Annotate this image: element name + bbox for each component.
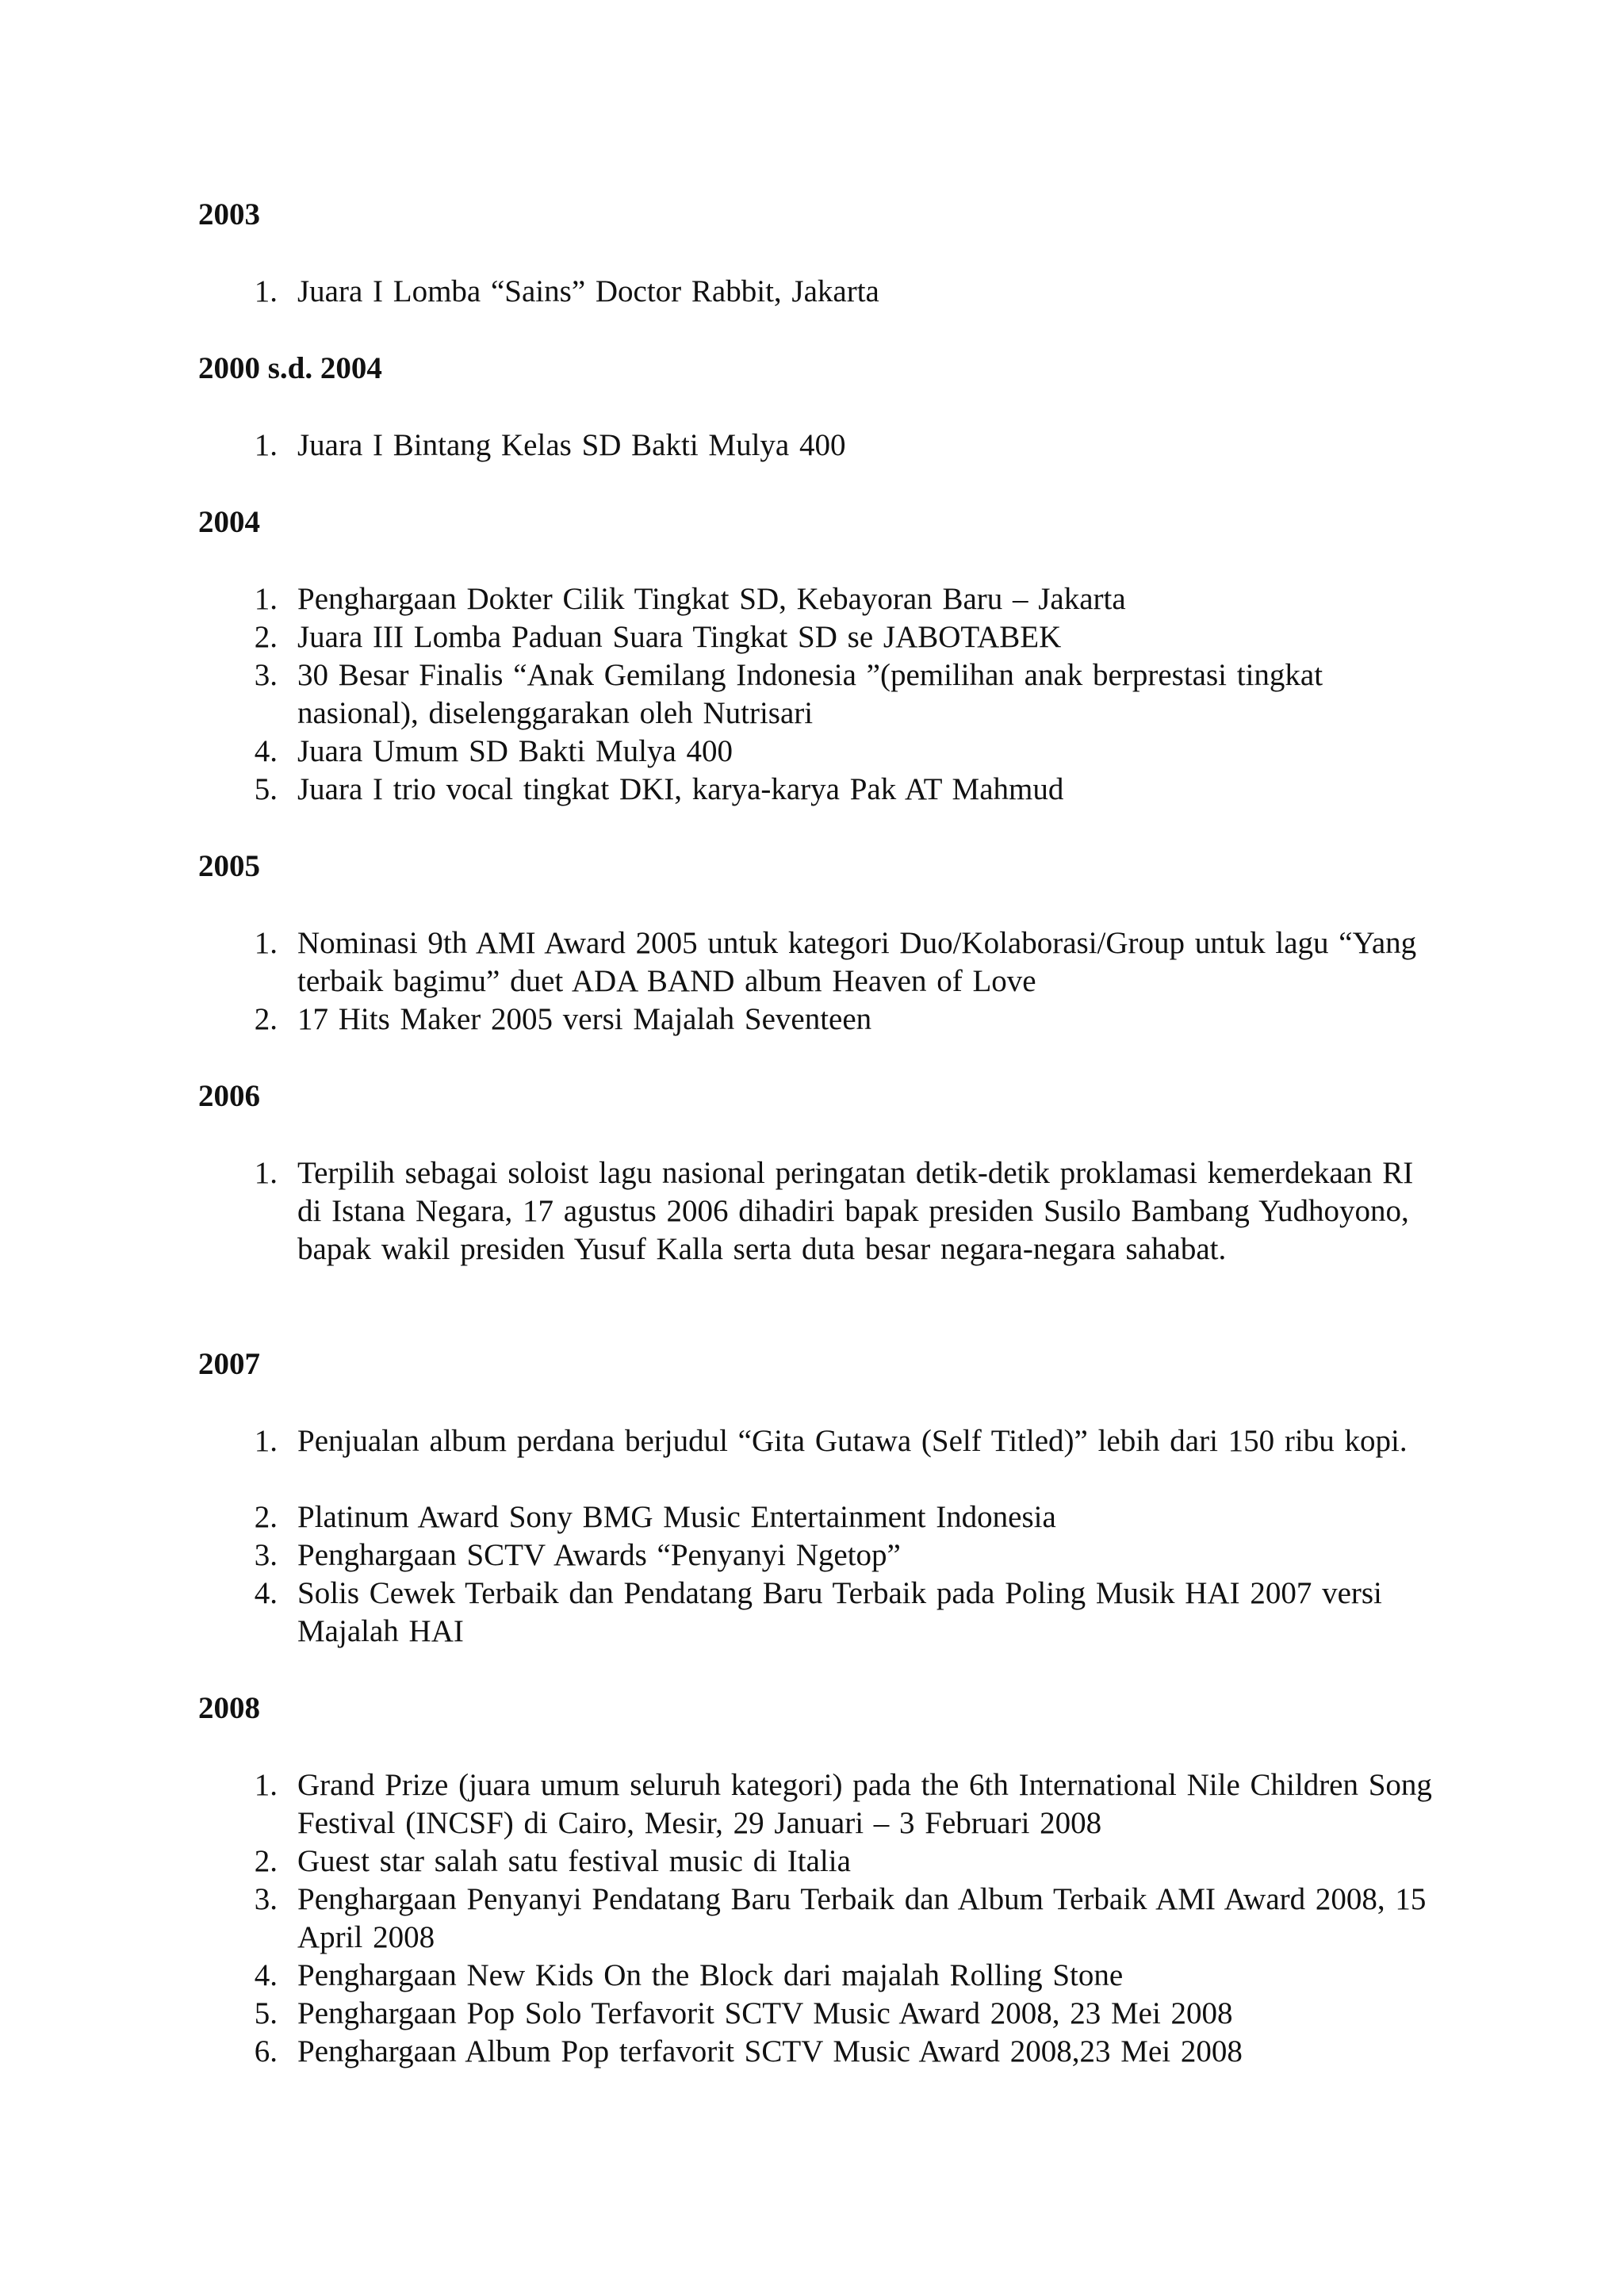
list-number: 2.: [254, 1844, 278, 1878]
list-number: 4.: [254, 1958, 278, 1992]
list-number: 1.: [254, 1424, 278, 1458]
list-item: [198, 656, 1443, 733]
list-item-text: Juara I Bintang Kelas SD Bakti Mulya 400: [297, 428, 846, 462]
list-item-text: Juara I trio vocal tingkat DKI, karya-karya Pak AT Mahmud: [297, 772, 1064, 806]
list-item: [198, 1881, 1443, 1957]
list-item: [198, 427, 1443, 465]
list-number: 2.: [254, 620, 278, 654]
list-number: 6.: [254, 2034, 278, 2068]
list-number: 3.: [254, 1538, 278, 1572]
list-number: 1.: [254, 274, 278, 308]
list-number: 4.: [254, 1576, 278, 1610]
list-item: [198, 1536, 1443, 1575]
list-number: 2.: [254, 1002, 278, 1036]
section-year-heading: 2005: [198, 849, 260, 883]
list-item-text: Solis Cewek Terbaik dan Pendatang Baru Terbaik pada Poling Musik HAI 2007 versi Majalah HAI: [297, 1576, 1382, 1648]
section-year-heading: 2000 s.d. 2004: [198, 351, 382, 385]
list-item-text: Penghargaan Penyanyi Pendatang Baru Terbaik dan Album Terbaik AMI Award 2008, 15 April 2008: [297, 1882, 1427, 1954]
list-number: 1.: [254, 428, 278, 462]
list-item: [198, 1995, 1443, 2033]
list-item: [198, 618, 1443, 656]
list-item-text: Juara III Lomba Paduan Suara Tingkat SD se JABOTABEK: [297, 620, 1062, 654]
section-year-heading: 2006: [198, 1079, 260, 1113]
section-year-heading: 2003: [198, 197, 260, 232]
list-item-text: Grand Prize (juara umum seluruh kategori) pada the 6th International Nile Children Song Festival (INCSF) di Cairo, Mesir, 29 Januari – 3 Februari 2008: [297, 1768, 1432, 1840]
list-item: [198, 733, 1443, 771]
section-year-heading: 2004: [198, 505, 260, 539]
list-item: [198, 1001, 1443, 1039]
list-number: 5.: [254, 1996, 278, 2030]
list-item-text: Penjualan album perdana berjudul “Gita Gutawa (Self Titled)” lebih dari 150 ribu kopi.: [297, 1424, 1408, 1458]
list-number: 2.: [254, 1500, 278, 1534]
list-item: [198, 1154, 1443, 1269]
list-item: [198, 1498, 1443, 1536]
list-number: 1.: [254, 582, 278, 616]
section-year-heading: 2007: [198, 1347, 260, 1381]
list-item: [198, 2033, 1443, 2071]
list-item-text: Penghargaan Album Pop terfavorit SCTV Music Award 2008,23 Mei 2008: [297, 2034, 1243, 2068]
list-number: 1.: [254, 1768, 278, 1802]
list-number: 3.: [254, 1882, 278, 1916]
list-item: [198, 1843, 1443, 1881]
list-number: 1.: [254, 1156, 278, 1190]
list-item-text: Guest star salah satu festival music di Italia: [297, 1844, 851, 1878]
list-item: [198, 273, 1443, 311]
list-item-text: Terpilih sebagai soloist lagu nasional peringatan detik-detik proklamasi kemerdekaan RI di Istana Negara, 17 agustus 2006 dihadiri bapak presiden Susilo Bambang Yudhoyono, bapak wakil presiden Yusuf Kalla serta duta besar negara-negara sahabat.: [297, 1156, 1414, 1266]
list-item: [198, 1422, 1443, 1460]
section-year-heading: 2008: [198, 1691, 260, 1725]
list-item: [198, 580, 1443, 618]
list-item: [198, 924, 1443, 1001]
list-number: 1.: [254, 926, 278, 960]
list-item-text: Juara Umum SD Bakti Mulya 400: [297, 734, 733, 768]
list-number: 3.: [254, 658, 278, 692]
list-item-text: Penghargaan Dokter Cilik Tingkat SD, Kebayoran Baru – Jakarta: [297, 582, 1126, 616]
list-item-text: 17 Hits Maker 2005 versi Majalah Seventeen: [297, 1002, 872, 1036]
list-item-text: Penghargaan Pop Solo Terfavorit SCTV Music Award 2008, 23 Mei 2008: [297, 1996, 1233, 2030]
list-item: [198, 1575, 1443, 1651]
list-item-text: Nominasi 9th AMI Award 2005 untuk kategori Duo/Kolaborasi/Group untuk lagu “Yang terbaik bagimu” duet ADA BAND album Heaven of Love: [297, 926, 1417, 998]
list-item: [198, 771, 1443, 809]
list-item-text: Juara I Lomba “Sains” Doctor Rabbit, Jakarta: [297, 274, 879, 308]
list-item: [198, 1957, 1443, 1995]
list-number: 4.: [254, 734, 278, 768]
list-item-text: Penghargaan SCTV Awards “Penyanyi Ngetop”: [297, 1538, 901, 1572]
list-item-text: Platinum Award Sony BMG Music Entertainment Indonesia: [297, 1500, 1056, 1534]
list-item-text: 30 Besar Finalis “Anak Gemilang Indonesia ”(pemilihan anak berprestasi tingkat nasional), diselenggarakan oleh Nutrisari: [297, 658, 1323, 730]
list-item: [198, 1766, 1443, 1843]
list-item-text: Penghargaan New Kids On the Block dari majalah Rolling Stone: [297, 1958, 1124, 1992]
list-number: 5.: [254, 772, 278, 806]
